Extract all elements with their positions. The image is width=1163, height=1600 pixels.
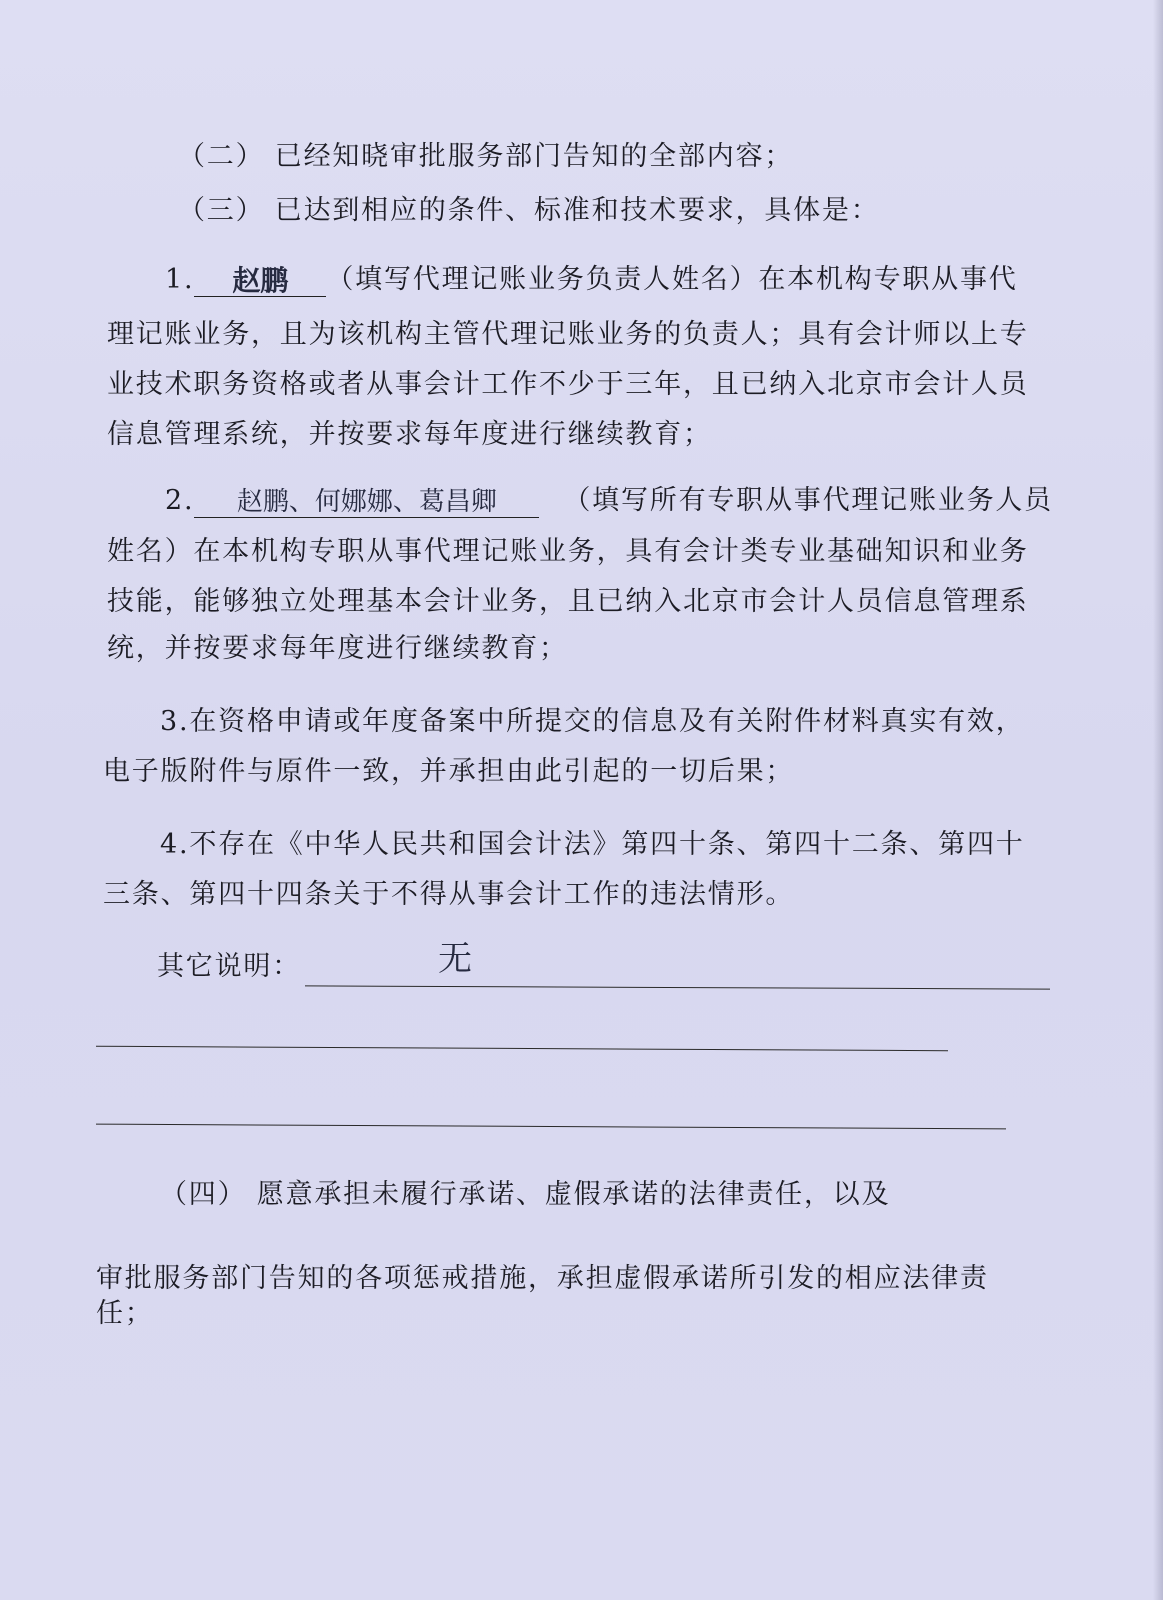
clause-1-number: 1.	[165, 264, 195, 295]
clause-2-names-blank	[194, 485, 539, 518]
clause-1-line-2: 理记账业务，且为该机构主管代理记账业务的负责人；具有会计师以上专	[107, 319, 1029, 350]
scan-edge-shadow	[1153, 0, 1163, 1600]
clause-1-line-3: 业技术职务资格或者从事会计工作不少于三年，且已纳入北京市会计人员	[107, 369, 1029, 400]
clause-1-text: （填写代理记账业务负责人姓名）在本机构专职从事代	[326, 264, 1018, 295]
clause-4-line-1: 4.不存在《中华人民共和国会计法》第四十条、第四十二条、第四十	[160, 829, 1025, 860]
clause-1-line-1	[165, 263, 1018, 297]
clause-2-names: 赵鹏、何娜娜、葛昌卿	[236, 487, 497, 517]
clause-3-line-1: 3.在资格申请或年度备案中所提交的信息及有关附件材料真实有效，	[160, 706, 1025, 737]
clause-2-line-2: 姓名）在本机构专职从事代理记账业务，具有会计类专业基础知识和业务	[107, 536, 1029, 567]
clause-4-line-2: 三条、第四十四条关于不得从事会计工作的违法情形。	[103, 879, 795, 910]
other-remarks-line-3	[96, 1124, 1006, 1130]
other-remarks-line-2	[96, 1046, 948, 1051]
other-remarks-label: 其它说明：	[157, 951, 301, 982]
clause-1-name-blank	[194, 264, 326, 297]
item-3: （三） 已达到相应的条件、标准和技术要求，具体是：	[178, 195, 880, 226]
clause-2-line-3: 技能，能够独立处理基本会计业务，且已纳入北京市会计人员信息管理系	[107, 586, 1029, 617]
item-2: （二） 已经知晓审批服务部门告知的全部内容；	[178, 141, 794, 172]
other-remarks-handwritten: 无	[438, 939, 472, 979]
clause-1-handwritten-name: 赵鹏	[232, 264, 289, 297]
clause-2-line-1	[165, 484, 1053, 518]
other-remarks-line-1	[305, 985, 1050, 989]
item-4-line-3: 任；	[96, 1298, 154, 1329]
clause-3-line-2: 电子版附件与原件一致，并承担由此引起的一切后果；	[103, 756, 795, 787]
item-4-line-2: 审批服务部门告知的各项惩戒措施，承担虚假承诺所引发的相应法律责	[96, 1263, 989, 1294]
clause-2-number: 2.	[165, 485, 195, 516]
clause-2-text: （填写所有专职从事代理记账业务人员	[563, 485, 1053, 516]
clause-2-line-4: 统，并按要求每年度进行继续教育；	[107, 633, 568, 664]
item-4-line-1: （四） 愿意承担未履行承诺、虚假承诺的法律责任，以及	[160, 1179, 891, 1210]
clause-1-line-4: 信息管理系统，并按要求每年度进行继续教育；	[107, 419, 712, 450]
